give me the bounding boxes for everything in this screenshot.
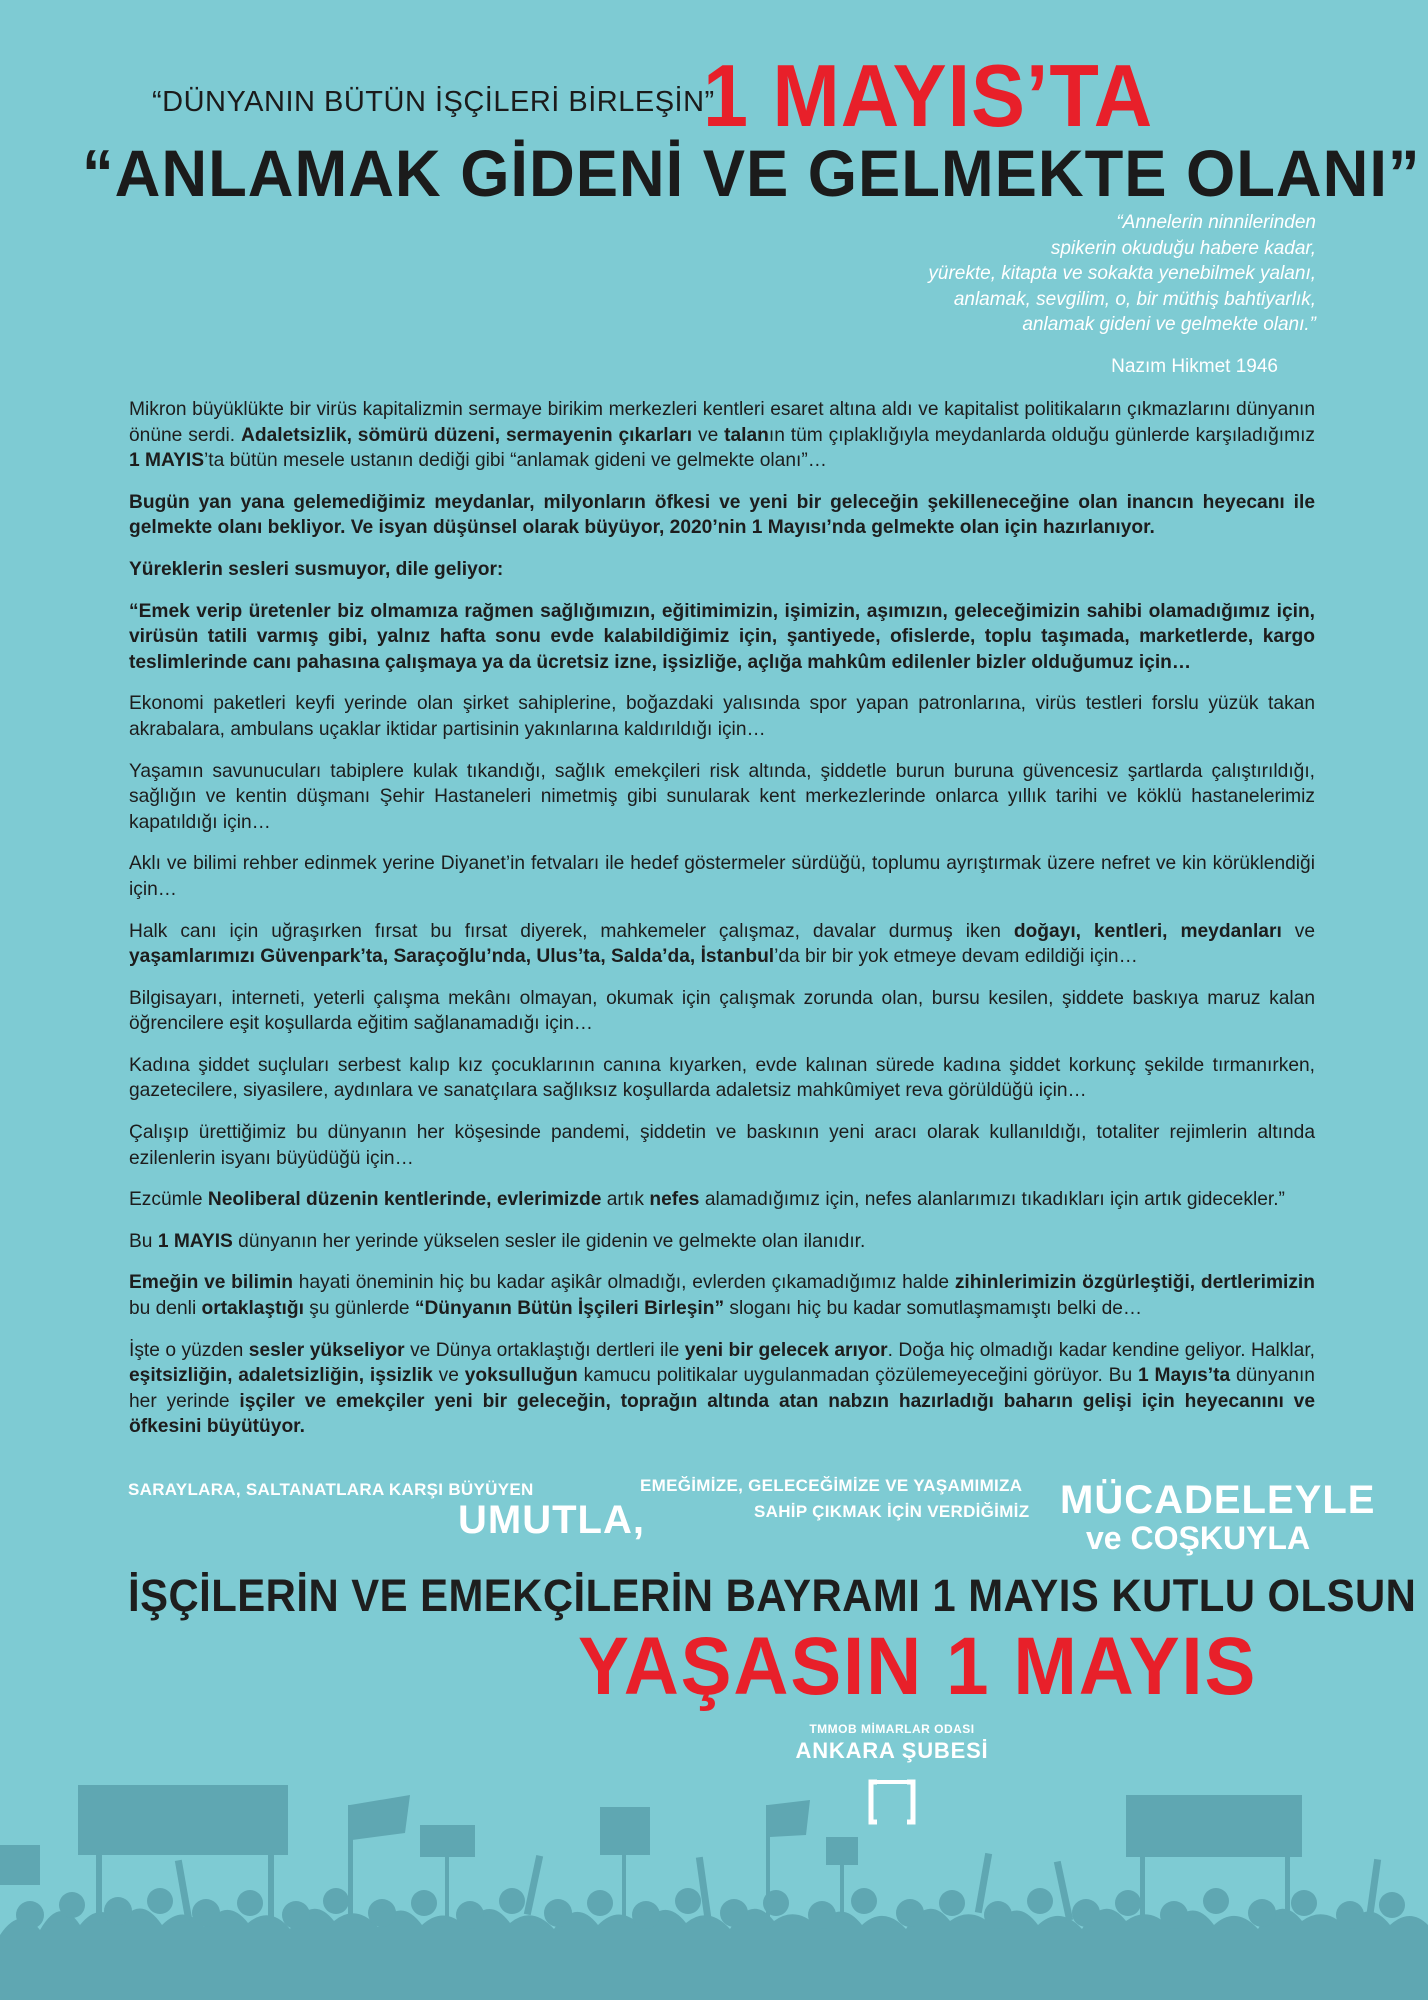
paragraph-text: Kadına şiddet suçluları serbest kalıp kız çocuklarının canına kıyarken, evde kalınan sürede kadına şiddet korkunç şekilde tırmanırken, gazetecilere, siyasilere, aydınlara ve sanatçılara sağlıksız koşullarda adaletsiz mahkûmiyet reva görüldüğü için… [129,1054,1315,1102]
body-text [129,397,1315,1456]
future-slogan-line1: EMEĞİMİZE, GELECEĞİMİZE VE YAŞAMIMIZA [640,1476,1023,1495]
emphasis-text: yeni bir gelecek arıyor [684,1339,888,1361]
paragraph-text: Mikron büyüklükte bir virüs kapitalizmin sermaye birikim merkezleri kentleri esaret altına aldı ve kapitalist politikaların çıkmazlarını dünyanın önüne serdi. [129,399,1315,446]
hope-slogan: UMUTLA, [458,1498,645,1542]
emphasis-text: sesler yükseliyor [248,1339,405,1361]
workers-unite-slogan: “DÜNYANIN BÜTÜN İŞÇİLERİ BİRLEŞİN” [152,86,715,118]
emphasis-text: “Dünyanın Bütün İşçileri Birleşin” [414,1298,725,1320]
emphasis-text: talan [724,424,769,446]
paragraph-text: . Doğa hiç olmadığı kadar kendine geliyor. Halklar, [887,1339,1316,1361]
emphasis-text: yaşamlarımızı Güvenpark’ta, Saraçoğlu’nda, Ulus’ta, Salda’da, İstanbul [129,946,775,968]
body-paragraph [129,599,1315,676]
body-paragraph [129,759,1315,836]
emphasis-text: “Emek verip üretenler biz olmamıza rağmen sağlığımızın, eğitimimizin, işimizin, aşımızın, geleceğimizin sahibi olamadığımız için, virüsün tatili varmış gibi, yalnız hafta sonu evde kalabildiğimiz için, şantiyede, ofislerde, toplu taşımada, marketlerde, kargo teslimlerinde canı pahasına çalışmaya ya da ücretsiz izne, işsizliğe, açlığa mahkûm edilenler bizler olduğumuz için… [129,600,1315,673]
paragraph-text: Halk canı için uğraşırken fırsat bu fırsat diyerek, mahkemeler çalışmaz, davalar durmuş iken [129,920,1014,942]
body-paragraph [129,1229,1315,1255]
emphasis-text: nefes [649,1189,700,1211]
paragraph-text: artık [601,1189,650,1211]
emphasis-text: 1 Mayıs’ta [1137,1365,1231,1387]
may-day-title: 1 MAYIS’TA [703,46,1154,145]
poem-line: “Annelerin ninnilerinden [1116,212,1316,233]
paragraph-text: dünyanın her yerinde [129,1365,1315,1412]
paragraph-text: Bilgisayarı, interneti, yeterli çalışma mekânı olmayan, okumak için çalışmak zorunda olan, bursu kesilen, şiddete baskıya maruz kalan öğrencilere eşit koşullarda eğitim sağlanamadığı için… [129,987,1315,1035]
paragraph-text: şu günlerde [303,1298,415,1320]
emphasis-text: eşitsizliğin, adaletsizliğin, işsizlik [129,1365,433,1387]
organization-name: TMMOB MİMARLAR ODASI [809,1722,975,1736]
poem-quote [796,210,1316,338]
poem-line: anlamak gideni ve gelmekte olanı.” [1022,314,1316,335]
poem-author: Nazım Hikmet 1946 [1111,356,1278,377]
paragraph-text: sloganı hiç bu kadar somutlaşmamıştı belki de… [724,1298,1143,1320]
paragraph-text: ’da bir bir yok etmeye devam edildiği için… [774,946,1138,968]
paragraph-text: Aklı ve bilimi rehber edinmek yerine Diyanet’in fetvaları ile hedef göstermeler sürdüğü, toplumu ayrıştırmak üzere nefret ve kin körüklendiği için… [129,853,1315,900]
paragraph-text: Bu [129,1230,158,1252]
main-title: “ANLAMAK GİDENİ VE GELMEKTE OLANI” [82,136,1421,210]
poem-line: anlamak, sevgilim, o, bir müthiş bahtiyarlık, [953,288,1316,310]
paragraph-text: ve [432,1365,465,1387]
emphasis-text: zihinlerimizin özgürleştiği, dertlerimizin [954,1272,1315,1294]
body-paragraph [129,851,1315,902]
paragraph-text: Ezcümle [129,1189,208,1211]
body-paragraph [129,490,1315,541]
long-live-may-day: YAŞASIN 1 MAYIS [578,1621,1258,1712]
paragraph-text: bu denli [129,1298,202,1320]
paragraph-text: Ekonomi paketleri keyfi yerinde olan şirket sahiplerine, boğazdaki yalısında spor yapan patronlarına, virüs testleri forslu yüzük takan akrabalara, ambulans uçaklar iktidar partisinin yakınlarına kaldırıldığı için… [129,693,1315,740]
paragraph-text: Çalışıp ürettiğimiz bu dünyanın her köşesinde pandemi, şiddetin ve baskının yeni aracı olarak kullanıldığı, totaliter rejimlerin altında ezilenlerin isyanı büyüdüğü için… [129,1122,1315,1169]
emphasis-text: ortaklaştığı [201,1298,304,1320]
emphasis-text: işçiler ve emekçiler yeni bir geleceğin, toprağın altında atan nabzın hazırladığı baharın gelişi için heyecanını ve öfkesini büyütüyor. [129,1390,1315,1438]
paragraph-text: İşte o yüzden [129,1339,249,1361]
paragraph-text: Yaşamın savunucuları tabiplere kulak tıkandığı, sağlık emekçileri risk altında, şiddetle burun buruna güvencesiz şartlarda çalıştırıldığı, sağlığın ve kentin düşmanı Şehir Hastaneleri nimetmiş gibi sunularak kent merkezlerinde onlarca yıllık tarihi ve köklü hastanelerimiz kapatıldığı için… [129,760,1315,833]
body-paragraph [129,1338,1315,1440]
paragraph-text: ın tüm çıplaklığıyla meydanlarda olduğu günlerde karşıladığımız [768,424,1315,446]
struggle-slogan: MÜCADELEYLE [1060,1478,1376,1522]
body-paragraph [129,986,1315,1037]
paragraph-text: kamucu politikalar uygulanmadan çözülemeyeceğini görüyor. Bu [577,1365,1138,1387]
organization-branch: ANKARA ŞUBESİ [795,1738,989,1763]
body-paragraph [129,1270,1315,1321]
emphasis-text: doğayı, kentleri, meydanları [1013,920,1282,942]
enthusiasm-slogan: ve COŞKUYLA [1086,1520,1311,1556]
body-paragraph [129,919,1315,970]
palaces-slogan: SARAYLARA, SALTANATLARA KARŞI BÜYÜYEN [128,1480,534,1499]
emphasis-text: 1 MAYIS [129,450,205,472]
paragraph-text: alamadığımız için, nefes alanlarımızı tıkadıkları için artık gidecekler.” [699,1189,1285,1211]
paragraph-text: ve [1281,920,1315,942]
emphasis-text: 1 MAYIS [157,1230,233,1252]
paragraph-text: hayati öneminin hiç bu kadar aşikâr olmadığı, evlerden çıkamadığımız halde [293,1272,955,1294]
paragraph-text: dünyanın her yerinde yükselen sesler ile gidenin ve gelmekte olan ilanıdır. [232,1230,866,1252]
emphasis-text: Yüreklerin sesleri susmuyor, dile geliyor: [129,558,504,580]
emphasis-text: Bugün yan yana gelemediğimiz meydanlar, milyonların öfkesi ve yeni bir geleceğin şekilleneceğine olan inancın heyecanı ile gelmekte olanı bekliyor. Ve isyan düşünsel olarak büyüyor, 2020’nin 1 Mayısı’nda gelmekte olan için hazırlanıyor. [129,491,1315,539]
protest-crowd-silhouette [0,1765,1428,2000]
emphasis-text: Emeğin ve bilimin [129,1272,294,1294]
poem-line: yürekte, kitapta ve sokakta yenebilmek yalanı, [928,263,1316,284]
emphasis-text: Adaletsizlik, sömürü düzeni, sermayenin çıkarları [241,424,693,446]
paragraph-text: ve Dünya ortaklaştığı dertleri ile [404,1339,685,1361]
paragraph-text: ve [692,424,725,446]
emphasis-text: Neoliberal düzenin kentlerinde, evlerimizde [207,1189,602,1211]
body-paragraph [129,1053,1315,1104]
poem-line: spikerin okuduğu habere kadar, [1050,237,1316,259]
body-paragraph [129,557,1315,583]
body-paragraph [129,1120,1315,1171]
body-paragraph [129,691,1315,742]
slogan-row [0,1472,1428,1562]
paragraph-text: ’ta bütün mesele ustanın dediği gibi “anlamak gideni ve gelmekte olanı”… [204,450,827,472]
holiday-greeting: İŞÇİLERİN VE EMEKÇİLERİN BAYRAMI 1 MAYIS KUTLU OLSUN [128,1570,1417,1621]
future-slogan-line2: SAHİP ÇIKMAK İÇİN VERDİĞİMİZ [754,1502,1030,1521]
body-paragraph [129,1187,1315,1213]
emphasis-text: yoksulluğun [464,1365,578,1387]
body-paragraph [129,397,1315,474]
